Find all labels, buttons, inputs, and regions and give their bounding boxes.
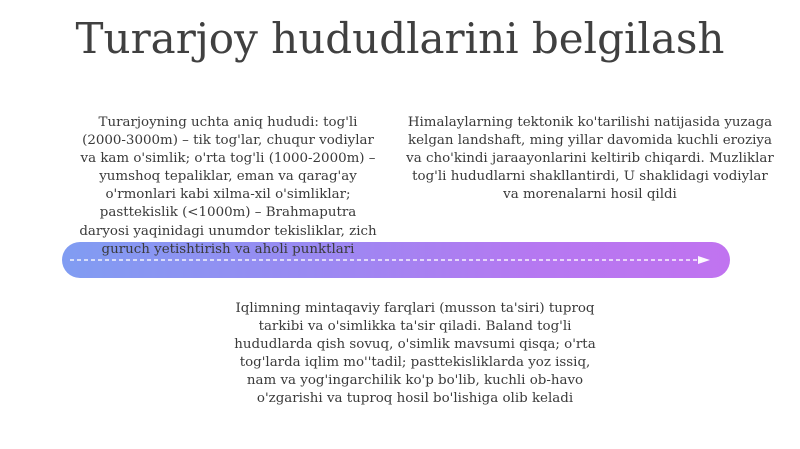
text-block-landscape: Himalaylarning tektonik ko'tarilishi natijasida yuzaga kelgan landshaft, ming yillar davomida kuchli eroziya va cho'kindi jaraayonlarini keltirib chiqardi. Muzliklar tog'li hududlarni shakllantirdi, U shaklidagi vodiylar va morenalarni hosil qildi bbox=[406, 115, 774, 203]
slide-title: Turarjoy hududlarini belgilash bbox=[75, 14, 725, 63]
text-block-climate: Iqlimning mintaqaviy farqlari (musson ta'siri) tuproq tarkibi va o'simlikka ta'sir qiladi. Baland tog'li hududlarda qish sovuq, o'simlik mavsumi qisqa; o'rta tog'larda iqlim mo''tadil; pasttekisliklarda yoz issiq, nam va yog'ingarchilik ko'p bo'lib, kuchli ob-havo o'zgarishi va tuproq hosil bo'lishiga olib keladi bbox=[234, 301, 596, 407]
text-block-zones: Turarjoyning uchta aniq hududi: tog'li (2000-3000m) – tik tog'lar, chuqur vodiylar va kam o'simlik; o'rta tog'li (1000-2000m) – yumshoq tepaliklar, eman va qarag'ay o'rmonlari kabi xilma-xil o'simliklar; pasttekislik (<1000m) – Brahmaputra daryosi yaqinidagi unumdor tekisliklar, zich guruch yetishtirish va aholi punktlari bbox=[79, 115, 377, 257]
